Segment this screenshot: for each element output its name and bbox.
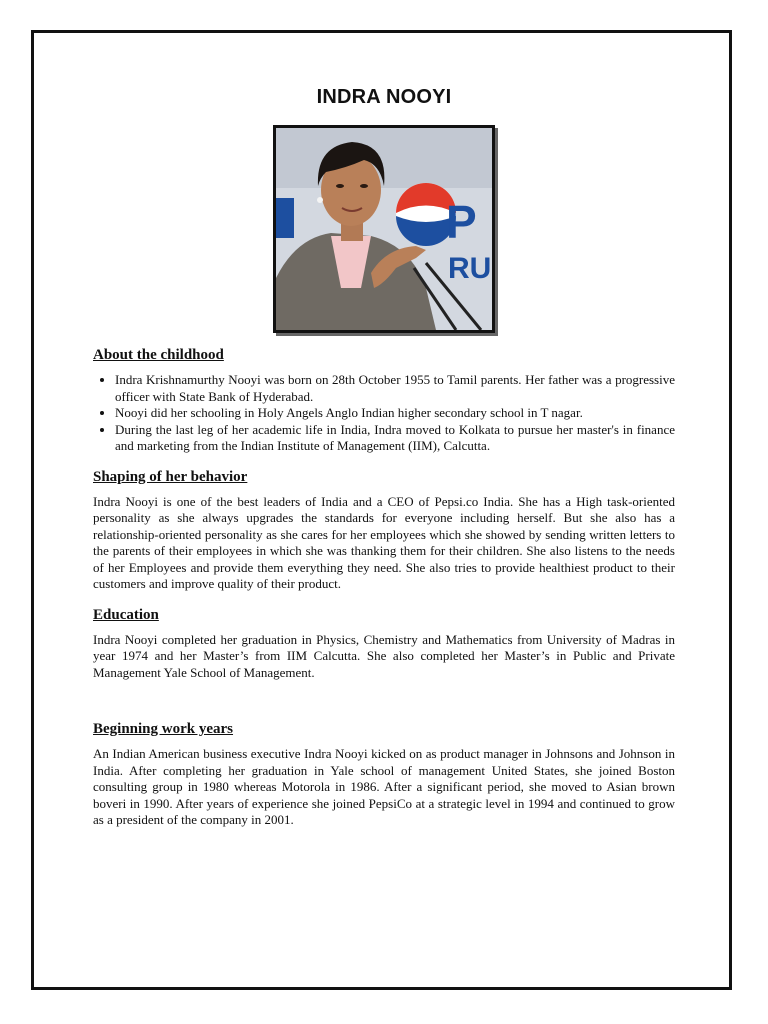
list-item: • During the last leg of her academic life in India, Indra moved to Kolkata to pursue her master's in finance and marketing from the Indian Institute of Management (IIM), Calcutta.	[115, 422, 675, 455]
document-title: INDRA NOOYI	[316, 86, 452, 108]
section-heading-work: Beginning work years	[93, 721, 234, 737]
portrait-illustration	[276, 128, 492, 330]
behavior-paragraph: Indra Nooyi is one of the best leaders of India and a CEO of Pepsi.co India. She has a High task-oriented personality as she always upgrades the standards for everyone including herself. But she also has a relationship-oriented personality as she cares for her employees which she showed by sending written letters to the parents of their employees in which she was thanking them for their children. She also listens to the needs of her Employees and provide them everything they need. She also tries to provide healthiest product to their customers and improve quality of their product.	[93, 493, 675, 591]
portrait-photo	[273, 125, 495, 333]
section-heading-childhood: About the childhood	[93, 347, 224, 363]
section-heading-education: Education	[93, 606, 159, 623]
childhood-list	[93, 372, 675, 455]
list-item: • Indra Krishnamurthy Nooyi was born on 28th October 1955 to Tamil parents. Her father was a progressive officer with State Bank of Hyderabad.	[115, 372, 675, 405]
list-item: • Nooyi did her schooling in Holy Angels Anglo Indian higher secondary school in T nagar.	[115, 405, 675, 422]
backdrop-letters: P	[446, 196, 477, 248]
spacer	[93, 681, 675, 707]
work-paragraph: An Indian American business executive Indra Nooyi kicked on as product manager in Johnsons and Johnson in India. After completing her graduation in Yale school of management United States, she joined Boston consulting group in 1980 whereas Motorola in 1986. After a significant period, she moved to Asian brown boveri in 1990. After years of experience she joined PepsiCo at a strategic level in 1994 and continued to grow as a president of the company in 2001.	[93, 746, 675, 827]
section-heading-behavior: Shaping of her behavior	[93, 468, 248, 485]
document-content	[93, 86, 675, 829]
backdrop-letters-2: RU	[448, 252, 492, 285]
education-paragraph: Indra Nooyi completed her graduation in Physics, Chemistry and Mathematics from University of Madras in year 1974 and her Master’s from IIM Calcutta. She also completed her Master’s in Public and Private Management Yale School of Management.	[93, 631, 675, 680]
